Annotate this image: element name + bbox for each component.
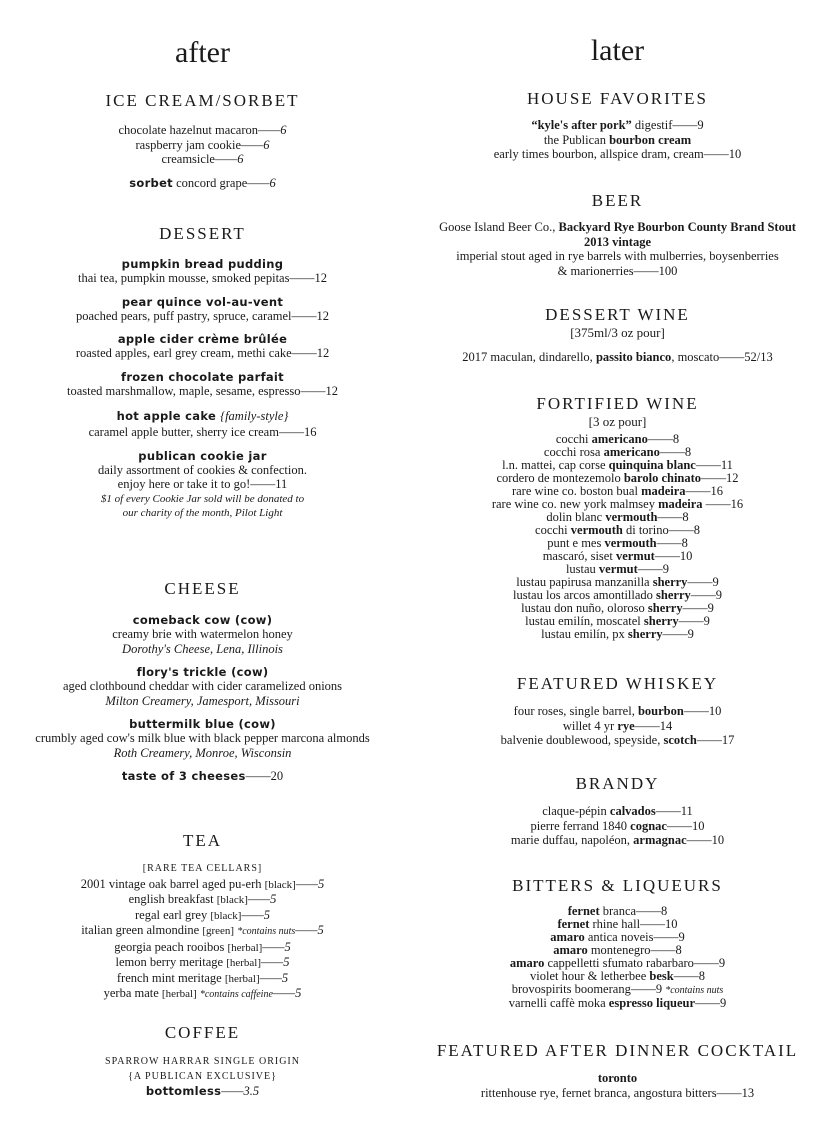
- menu-line: cocchi americano—— 8: [415, 433, 820, 446]
- menu-line: amaro cappelletti sfumato rabarbaro—— 9: [415, 957, 820, 970]
- menu-line: lustau papirusa manzanilla sherry—— 9: [415, 576, 820, 589]
- menu-line: pierre ferrand 1840 cognac—— 10: [415, 819, 820, 834]
- menu-line: four roses, single barrel, bourbon—— 10: [415, 704, 820, 719]
- cheese-taste: taste of 3 cheeses—— 20: [0, 769, 405, 784]
- fortified-wine-section: [415, 393, 820, 641]
- dessert-title: DESSERT: [159, 224, 246, 243]
- menu-line: raspberry jam cookie—— 6: [0, 138, 405, 153]
- tea-item: italian green almondine [green] *contains nuts—— 5: [0, 923, 405, 940]
- tea-item: regal earl grey [black]—— 5: [0, 908, 405, 924]
- fortified-list: [415, 433, 820, 641]
- beer-section: [415, 190, 820, 278]
- menu-line: fernet branca—— 8: [415, 905, 820, 918]
- menu-line: mascaró, siset vermut—— 10: [415, 550, 820, 563]
- menu-line: lustau emilín, px sherry—— 9: [415, 628, 820, 641]
- later-heading: later: [590, 34, 645, 67]
- cheese-item: comeback cow (cow) creamy brie with watermelon honey Dorothy's Cheese, Lena, Illinois: [112, 613, 293, 656]
- coffee-exclusive: {A PUBLICAN EXCLUSIVE}: [128, 1070, 277, 1082]
- menu-line: dolin blanc vermouth—— 8: [415, 511, 820, 524]
- dessert-wine-section: [415, 304, 820, 365]
- beer-title: BEER: [591, 191, 644, 210]
- after-heading: after: [175, 36, 230, 69]
- sorbet-line: sorbet concord grape—— 6: [0, 176, 405, 191]
- ice-cream-section: [0, 90, 405, 190]
- coffee-title: COFFEE: [164, 1023, 241, 1042]
- tea-item: english breakfast [black]—— 5: [0, 892, 405, 908]
- menu-line: “kyle's after pork” digestif—— 9: [415, 118, 820, 133]
- dessert-wine-title: DESSERT WINE: [545, 305, 690, 324]
- house-favorites-title: HOUSE FAVORITES: [527, 89, 708, 108]
- menu-line: Goose Island Beer Co., Backyard Rye Bourbon County Brand Stout: [439, 220, 796, 234]
- menu-line: lustau emilín, moscatel sherry—— 9: [415, 615, 820, 628]
- menu-line: violet hour & letherbee besk—— 8: [415, 970, 820, 983]
- menu-line: marie duffau, napoléon, armagnac—— 10: [415, 833, 820, 848]
- cheese-item: buttermilk blue (cow) crumbly aged cow's milk blue with black pepper marcona almonds Roth Creamery, Monroe, Wisconsin: [35, 717, 370, 760]
- menu-line: willet 4 yr rye—— 14: [415, 719, 820, 734]
- brandy-title: BRANDY: [575, 774, 660, 793]
- dessert-item: frozen chocolate parfait toasted marshmallow, maple, sesame, espresso—— 12: [0, 370, 405, 399]
- menu-line: lustau don nuño, oloroso sherry—— 9: [415, 602, 820, 615]
- cocktail-section: [415, 1040, 820, 1100]
- cheese-title: CHEESE: [164, 579, 241, 598]
- tea-item: french mint meritage [herbal]—— 5: [0, 971, 405, 987]
- menu-line: imperial stout aged in rye barrels with mulberries, boysenberries: [456, 249, 779, 263]
- menu-line: l.n. mattei, cap corse quinquina blanc—— 11: [415, 459, 820, 472]
- ice-cream-title: ICE CREAM/SORBET: [105, 91, 300, 110]
- menu-line: chocolate hazelnut macaron—— 6: [0, 123, 405, 138]
- menu-line: lustau vermut—— 9: [415, 563, 820, 576]
- menu-line: brovospirits boomerang—— 9 *contains nuts: [415, 983, 820, 997]
- fortified-wine-pour: [3 oz pour]: [588, 414, 647, 429]
- menu-line: varnelli caffè moka espresso liqueur—— 9: [415, 997, 820, 1010]
- menu-line: 2017 maculan, dindarello, passito bianco, moscato—— 52/13: [415, 350, 820, 365]
- dessert-section: [0, 223, 405, 521]
- dessert-item: hot apple cake {family-style} caramel apple butter, sherry ice cream—— 16: [0, 407, 405, 440]
- bitters-section: [415, 875, 820, 1010]
- dessert-item: pear quince vol-au-vent poached pears, puff pastry, spruce, caramel—— 12: [0, 295, 405, 324]
- menu-line: the Publican bourbon cream: [543, 132, 692, 147]
- dessert-wine-pour: [375ml/3 oz pour]: [570, 325, 665, 340]
- menu-line: creamsicle—— 6: [0, 152, 405, 167]
- fortified-wine-title: FORTIFIED WINE: [536, 394, 699, 413]
- coffee-section: [0, 1022, 405, 1099]
- cheese-section: [0, 578, 405, 784]
- menu-line: balvenie doublewood, speyside, scotch—— 17: [415, 733, 820, 748]
- tea-item: georgia peach rooibos [herbal]—— 5: [0, 940, 405, 956]
- menu-line: punt e mes vermouth—— 8: [415, 537, 820, 550]
- whiskey-title: FEATURED WHISKEY: [516, 674, 719, 693]
- brandy-section: [415, 773, 820, 848]
- dessert-item: apple cider crème brûlée roasted apples, earl grey cream, methi cake—— 12: [0, 332, 405, 361]
- tea-section: [0, 830, 405, 1003]
- menu-line: rare wine co. boston bual madeira—— 16: [415, 485, 820, 498]
- coffee-origin: SPARROW HARRAR SINGLE ORIGIN: [105, 1056, 300, 1067]
- whiskey-section: [415, 673, 820, 748]
- menu-line: early times bourbon, allspice dram, cream—— 10: [415, 147, 820, 162]
- menu-line: cocchi vermouth di torino—— 8: [415, 524, 820, 537]
- menu-line: & marionerries—— 100: [415, 264, 820, 279]
- menu-line: rittenhouse rye, fernet branca, angostura bitters—— 13: [415, 1086, 820, 1101]
- menu-line: amaro montenegro—— 8: [415, 944, 820, 957]
- menu-line: lustau los arcos amontillado sherry—— 9: [415, 589, 820, 602]
- menu-line: claque-pépin calvados—— 11: [415, 804, 820, 819]
- bitters-title: BITTERS & LIQUEURS: [512, 876, 723, 895]
- menu-line: 2013 vintage: [583, 234, 651, 249]
- tea-item: yerba mate [herbal] *contains caffeine—— 5: [0, 986, 405, 1003]
- tea-item: 2001 vintage oak barrel aged pu-erh [black]—— 5: [0, 877, 405, 893]
- cheese-item: flory's trickle (cow) aged clothbound cheddar with cider caramelized onions Milton Creamery, Jamesport, Missouri: [62, 665, 343, 708]
- cocktail-title: FEATURED AFTER DINNER COCKTAIL: [436, 1041, 799, 1060]
- coffee-price-line: bottomless—— 3.5: [0, 1084, 405, 1099]
- menu-line: rare wine co. new york malmsey madeira —— 16: [415, 498, 820, 511]
- menu-line: cordero de montezemolo barolo chinato—— 12: [415, 472, 820, 485]
- tea-source: [RARE TEA CELLARS]: [142, 863, 263, 874]
- menu-line: fernet rhine hall—— 10: [415, 918, 820, 931]
- cocktail-name: toronto: [597, 1071, 638, 1085]
- menu-line: amaro antica noveis—— 9: [415, 931, 820, 944]
- tea-title: TEA: [182, 831, 223, 850]
- dessert-item: pumpkin bread pudding thai tea, pumpkin mousse, smoked pepitas—— 12: [0, 257, 405, 286]
- tea-item: lemon berry meritage [herbal]—— 5: [0, 955, 405, 971]
- cookie-jar-item: publican cookie jar daily assortment of cookies & confection. enjoy here or take it to go!—— 11 $1 of every Cookie Jar sold will be donated to our charity of the month, Pilot Light: [0, 449, 405, 521]
- house-favorites-section: [415, 88, 820, 162]
- menu-line: cocchi rosa americano—— 8: [415, 446, 820, 459]
